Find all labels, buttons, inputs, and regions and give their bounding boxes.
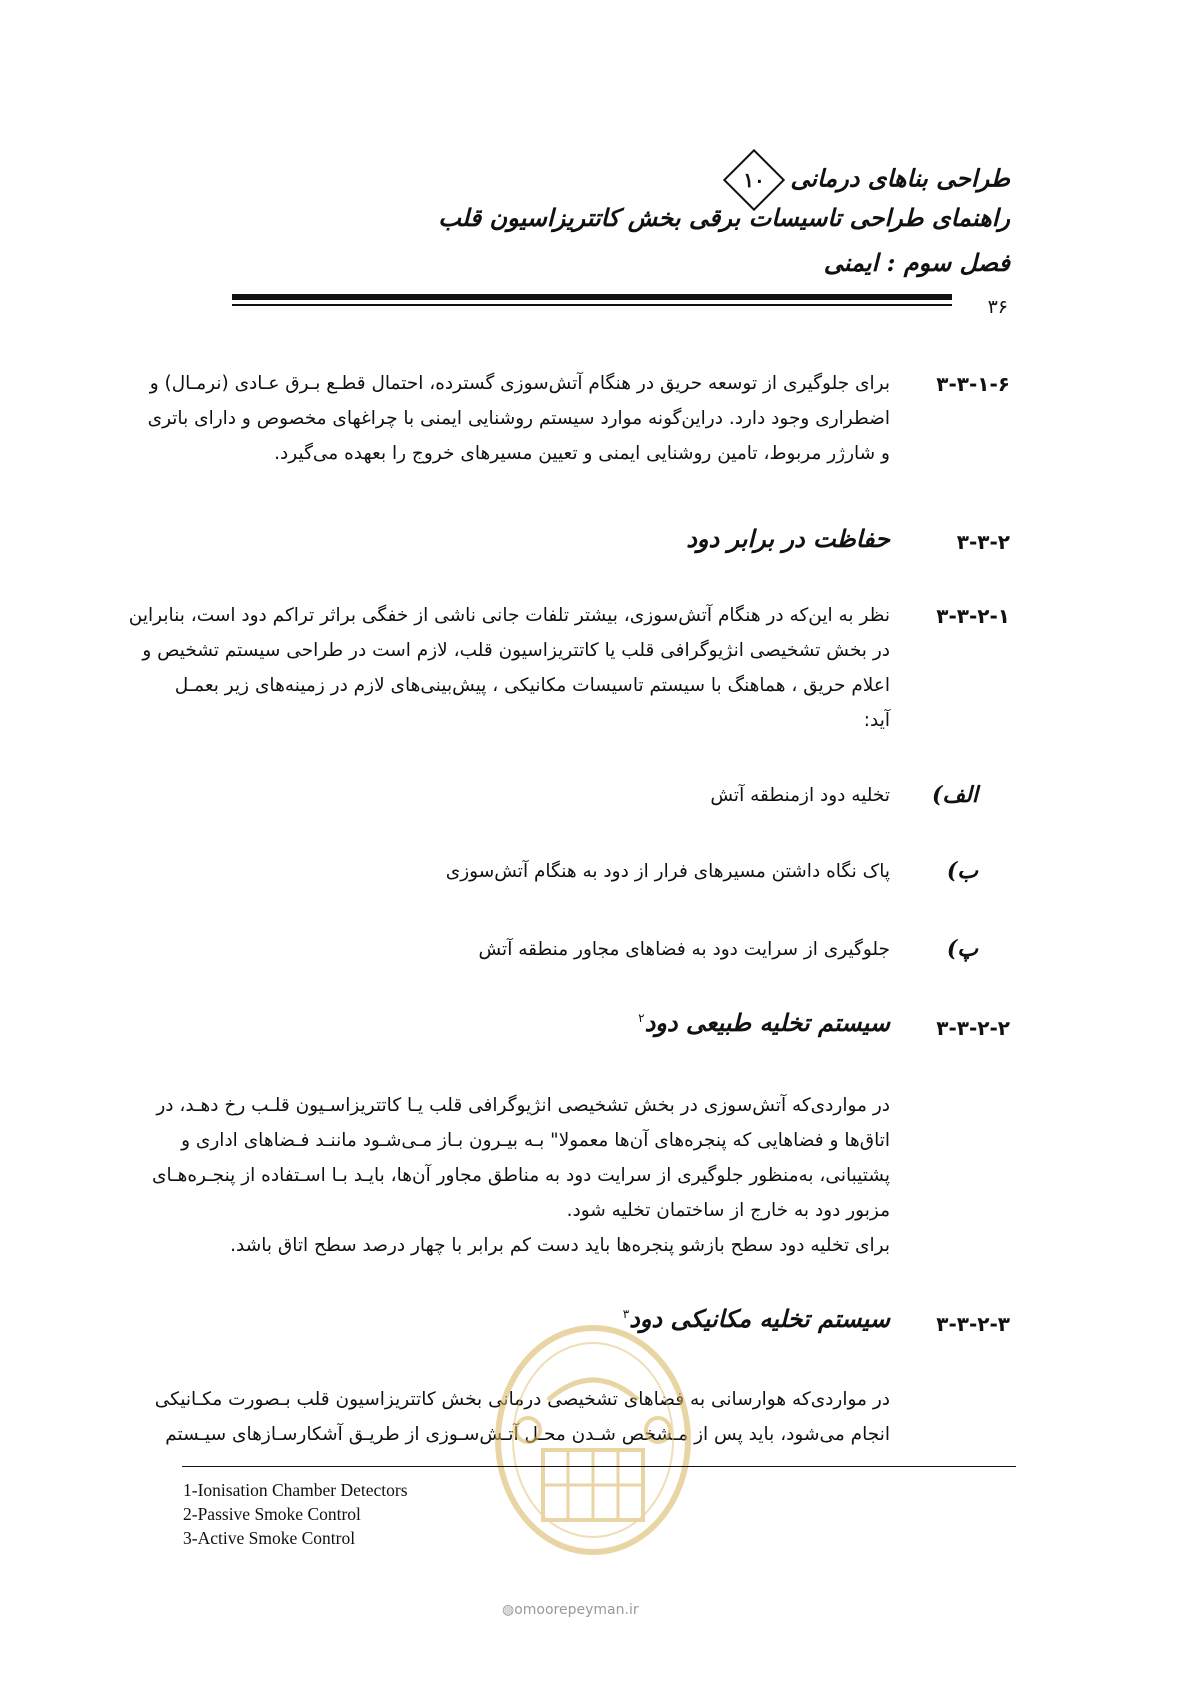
- list-item-text: تخلیه دود ازمنطقه آتش: [710, 785, 890, 806]
- footnotes: [183, 1478, 408, 1550]
- header-rule-thick: [232, 294, 952, 300]
- watermark-seal-icon: [488, 1320, 698, 1590]
- watermark-url: [502, 1602, 639, 1618]
- paragraph-line: اعلام حریق ، هماهنگ با سیستم تاسیسات مکانیکی ، پیش‌بینی‌های لازم در زمینه‌های زیر بعمـل: [174, 675, 890, 696]
- section-number-3-3-2: ۳-۳-۲: [956, 530, 1010, 554]
- section-heading-3-3-2: حفاظت در برابر دود: [686, 524, 890, 553]
- paragraph-line: نظر به این‌که در هنگام آتش‌سوزی، بیشتر تلفات جانی ناشی از خفگی براثر تراکم دود است، بنابراین: [128, 605, 890, 626]
- footnote-3: 3-Active Smoke Control: [183, 1528, 356, 1548]
- list-item-text: پاک نگاه داشتن مسیرهای فرار از دود به هنگام آتش‌سوزی: [445, 861, 890, 882]
- paragraph-line: در مواردی‌که هوارسانی به فضاهای تشخیصی درمانی بخش کاتتریزاسیون قلب بـصورت مکـانیکی: [154, 1389, 890, 1410]
- list-item-text: جلوگیری از سرایت دود به فضاهای مجاور منطقه آتش: [478, 939, 890, 960]
- chapter-number-badge: [723, 149, 785, 211]
- footnote-ref: ۳: [622, 1307, 630, 1321]
- paragraph-line: برای تخلیه دود سطح بازشو پنجره‌ها باید دست کم برابر با چهار درصد سطح اتاق باشد.: [230, 1235, 890, 1256]
- list-item-label: الف): [932, 782, 978, 808]
- footnote-ref: ۲: [638, 1011, 645, 1025]
- paragraph-3-3-1-6: [147, 366, 890, 471]
- paragraph-line: آید:: [863, 710, 890, 731]
- paragraph-line: در مواردی‌که آتش‌سوزی در بخش تشخیصی انژیوگرافی قلب یـا کاتتریزاسـیون قلـب رخ دهـد، در: [156, 1095, 890, 1116]
- header-rule-thin: [232, 304, 952, 306]
- page-number: ۳۶: [987, 296, 1008, 318]
- section-heading-3-3-2-2: [638, 1008, 890, 1037]
- section-number-3-3-2-1: ۳-۳-۲-۱: [936, 604, 1010, 628]
- heading-text: سیستم تخلیه مکانیکی دود: [629, 1304, 890, 1333]
- paragraph-line: اتاق‌ها و فضاهایی که پنجره‌های آن‌ها معمولا" بـه بیـرون بـاز مـی‌شـود ماننـد فـضاهای اداری و: [181, 1130, 890, 1151]
- paragraph-line: مزبور دود به خارج از ساختمان تخلیه شود.: [566, 1200, 890, 1221]
- watermark-url-text: omoorepeyman.ir: [514, 1602, 639, 1618]
- footnote-1: 1-Ionisation Chamber Detectors: [183, 1480, 408, 1500]
- section-number-3-3-2-3: ۳-۳-۲-۳: [936, 1312, 1010, 1336]
- list-item-label: ب): [946, 858, 978, 884]
- footnote-2: 2-Passive Smoke Control: [183, 1504, 361, 1524]
- heading-text: سیستم تخلیه طبیعی دود: [644, 1008, 890, 1037]
- header-subtitle: راهنمای طراحی تاسیسات برقی بخش کاتتریزاسیون قلب: [438, 203, 1010, 232]
- paragraph-3-3-2-2: [152, 1088, 890, 1263]
- section-number-3-3-1-6: ۳-۳-۱-۶: [936, 372, 1010, 396]
- paragraph-line: در بخش تشخیصی انژیوگرافی قلب یا کاتتریزاسیون قلب، لازم است در طراحی سیستم تشخیص و: [142, 640, 890, 661]
- paragraph-line: انجام می‌شود، باید پس از مـشخص شـدن محـل آتـش‌سـوزی از طریـق آشکارسـازهای سیـستم: [165, 1424, 890, 1445]
- header-line-1: [718, 158, 1010, 202]
- paragraph-line: برای جلوگیری از توسعه حریق در هنگام آتش‌سوزی گسترده، احتمال قطـع بـرق عـادی (نرمـال) و: [149, 373, 890, 394]
- footnote-rule: [182, 1466, 1016, 1467]
- paragraph-line: اضطراری وجود دارد. دراین‌گونه موارد سیستم روشنایی ایمنی با چراغهای مخصوص و دارای باتری: [147, 408, 890, 429]
- paragraph-line: پشتیبانی، به‌منظور جلوگیری از سرایت دود به مناطق مجاور آن‌ها، بایـد بـا اسـتفاده از پنجـره‌هـای: [152, 1165, 890, 1186]
- header-title: طراحی بناهای درمانی: [790, 163, 1010, 193]
- section-number-3-3-2-2: ۳-۳-۲-۲: [936, 1016, 1010, 1040]
- chapter-number: ۱۰: [743, 168, 766, 192]
- header-chapter: فصل سوم : ایمنی: [823, 248, 1010, 277]
- list-item-label: پ): [946, 936, 978, 962]
- paragraph-line: و شارژر مربوط، تامین روشنایی ایمنی و تعیین مسیرهای خروج را بعهده می‌گیرد.: [274, 443, 890, 464]
- globe-icon: ◍: [502, 1602, 515, 1618]
- paragraph-3-3-2-1: [128, 598, 890, 738]
